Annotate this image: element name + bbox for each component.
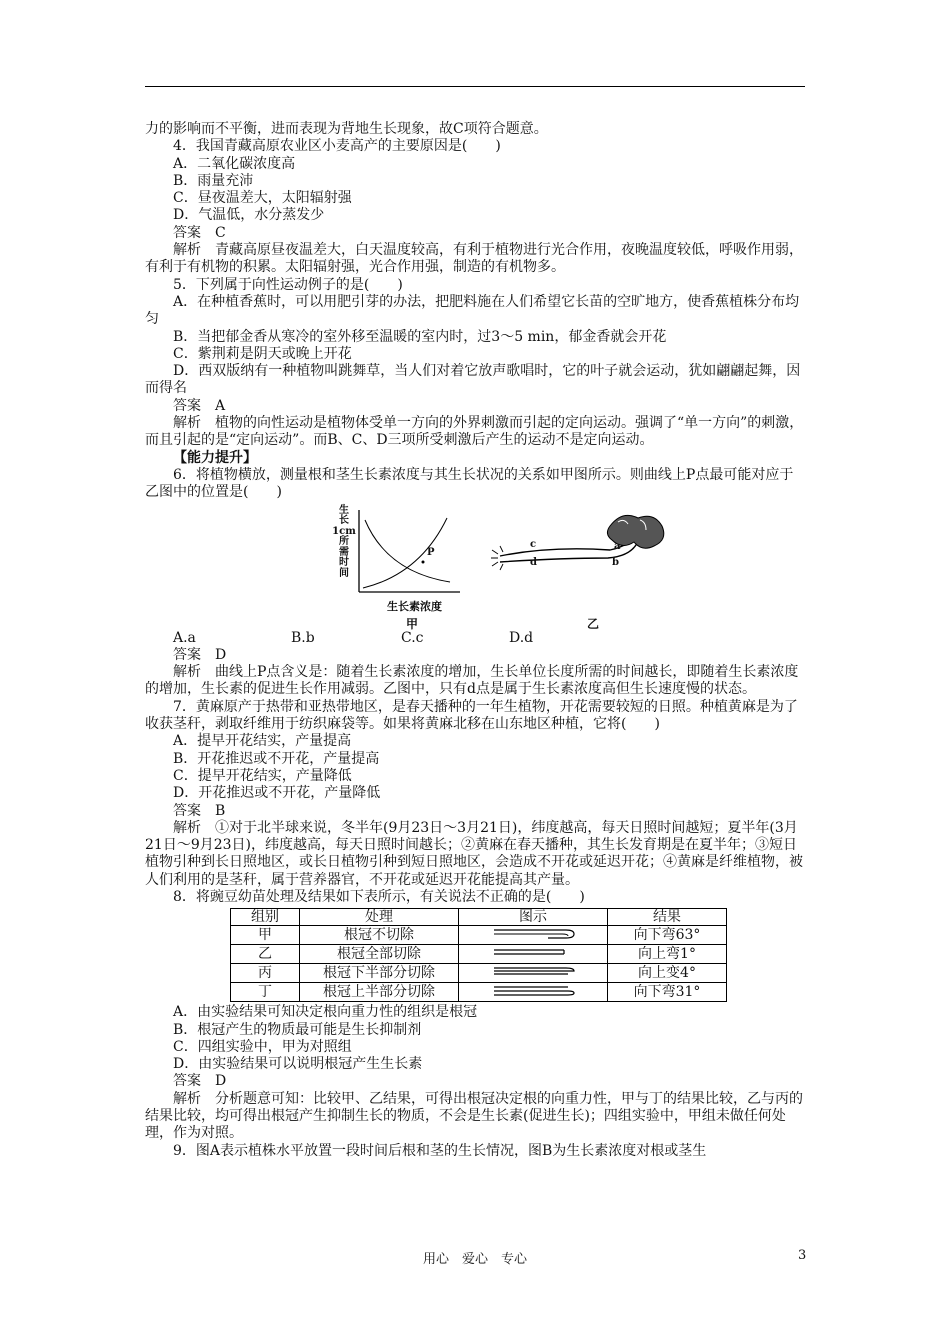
table-row [231, 983, 727, 1002]
table-row [231, 964, 727, 983]
option: A．在种植香蕉时，可以用肥引芽的办法，把肥料施在人们希望它长苗的空旷地方，使香蕉植株分布均匀 [145, 293, 800, 328]
root-diagram-cell [459, 926, 608, 945]
option: B.b [291, 629, 315, 646]
answer: 答案 A [173, 397, 226, 414]
table-row [231, 945, 727, 964]
option: C．紫荆莉是阴天或晚上开花 [173, 345, 352, 362]
ylabel-char: 需 [339, 546, 349, 558]
ylabel-char: 所 [339, 536, 349, 548]
option: C．四组实验中，甲为对照组 [173, 1038, 352, 1055]
label-b: b [612, 556, 619, 568]
figure-yi [490, 508, 670, 630]
point-p-label: P [427, 546, 435, 558]
y-axis-label [332, 506, 356, 580]
header-rule [145, 86, 805, 87]
option: A．由实验结果可知决定根向重力性的组织是根冠 [173, 1004, 478, 1021]
table-header: 图示 [459, 909, 608, 926]
explanation: 解析 ①对于北半球来说，冬半年(9月23日～3月21日)，纬度越高，每天日照时间越短；夏半年(3月21日～9月23日)，纬度越高，每天日照时间越长；②黄麻在春天播种，其生长发育期是在夏半年；③短日植物引种到长日照地区，或长日植物引种到短日照地区，会造成不开花或延迟开花；④黄麻是纤维植物，被人们利用的是茎秆，属于营养器官，不开花或延迟开花能提高其产量。 [145, 819, 803, 888]
option: B．开花推迟或不开花，产量提高 [173, 750, 380, 767]
table-cell: 根冠下半部分切除 [300, 964, 459, 983]
section-heading: 【能力提升】 [173, 449, 257, 466]
root-diagram [488, 926, 578, 940]
page-number: 3 [798, 1248, 807, 1263]
table-cell: 根冠全部切除 [300, 945, 459, 964]
ylabel-char: 生 [339, 504, 349, 516]
table-header: 组别 [231, 909, 300, 926]
root-diagram [488, 964, 578, 978]
table-cell: 根冠上半部分切除 [300, 983, 459, 1002]
question-6: 6．将植物横放，测量根和茎生长素浓度与其生长状况的关系如甲图所示。则曲线上P点最可能对应于乙图中的位置是( ) [145, 466, 794, 501]
option: B．当把郁金香从寒冷的室外移至温暖的室内时，过3～5 min，郁金香就会开花 [173, 328, 667, 345]
option: A.a [173, 629, 196, 646]
ylabel-char: 间 [339, 567, 349, 579]
explanation: 解析 曲线上P点含义是：随着生长素浓度的增加，生长单位长度所需的时间越长，即随着生长素浓度的增加，生长素的促进生长作用减弱。乙图中，只有d点是属于生长素浓度高但生长速度慢的状态。 [145, 664, 799, 698]
option: D.d [509, 629, 534, 646]
option: C．昼夜温差大，太阳辐射强 [173, 190, 352, 207]
option: D．气温低，水分蒸发少 [173, 207, 325, 224]
x-axis-label: 生长素浓度 [387, 599, 442, 613]
table-cell: 甲 [231, 926, 300, 945]
answer: 答案 D [173, 1073, 227, 1090]
footer-motto: 用心 爱心 专心 [422, 1252, 527, 1267]
option: C．提早开花结实，产量降低 [173, 767, 352, 784]
question-9: 9．图A表示植株水平放置一段时间后根和茎的生长情况，图B为生长素浓度对根或茎生 [173, 1142, 707, 1159]
q6-options [145, 630, 805, 647]
figure-row [145, 502, 805, 630]
root-diagram-cell [459, 945, 608, 964]
option: D．开花推迟或不开花，产量降低 [173, 785, 381, 802]
explanation: 解析 青藏高原昼夜温差大，白天温度较高，有利于植物进行光合作用，夜晚温度较低，呼吸作用弱，有利于有机物的积累。太阳辐射强，光合作用强，制造的有机物多。 [145, 242, 803, 276]
table-row [231, 926, 727, 945]
question-4: 4．我国青藏高原农业区小麦高产的主要原因是( ) [173, 138, 501, 155]
table-header: 结果 [608, 909, 727, 926]
option: A．二氧化碳浓度高 [173, 155, 296, 172]
option: C.c [401, 629, 424, 646]
root-diagram [488, 945, 578, 959]
table-cell: 丁 [231, 983, 300, 1002]
explanation: 解析 分析题意可知：比较甲、乙结果，可得出根冠决定根的向重力性，甲与丁的结果比较，乙与丙的结果比较，均可得出根冠产生抑制生长的物质，不会是生长素(促进生长)；四组实验中，甲组未做任何处理，作为对照。 [145, 1090, 803, 1142]
root-diagram-cell [459, 983, 608, 1002]
root-diagram [488, 983, 578, 997]
table-cell: 向下弯31° [608, 983, 727, 1002]
table-header-row [231, 909, 727, 926]
answer: 答案 C [173, 224, 226, 241]
ylabel-char: 1cm [332, 525, 356, 537]
caption-jia: 甲 [406, 616, 419, 631]
table-header: 处理 [300, 909, 459, 926]
option: D．西双版纳有一种植物叫跳舞草，当人们对着它放声歌唱时，它的叶子就会运动，犹如翩翩起舞，因而得名 [145, 363, 801, 397]
table-cell: 乙 [231, 945, 300, 964]
option: A．提早开花结实，产量提高 [173, 733, 352, 750]
caption-yi: 乙 [587, 616, 600, 631]
table-cell: 向下弯63° [608, 926, 727, 945]
label-a: a [614, 540, 621, 552]
answer: 答案 B [173, 802, 226, 819]
ylabel-char: 长 [339, 515, 349, 527]
question-7: 7．黄麻原产于热带和亚热带地区，是春天播种的一年生植物，开花需要较短的日照。种植黄麻是为了收获茎秆，剥取纤维用于纺织麻袋等。如果将黄麻北移在山东地区种植，它将( ) [145, 698, 798, 733]
answer: 答案 D [173, 646, 227, 663]
decreasing-curve [365, 520, 450, 582]
table-cell: 丙 [231, 964, 300, 983]
label-d: d [530, 556, 537, 568]
ylabel-char: 时 [339, 557, 349, 569]
table-cell: 根冠不切除 [300, 926, 459, 945]
experiment-table [230, 908, 727, 1002]
text-line: 力的影响而不平衡，进而表现为背地生长现象，故C项符合题意。 [145, 121, 548, 137]
root-hairs [491, 546, 503, 570]
question-5: 5．下列属于向性运动例子的是( ) [173, 276, 403, 293]
seedling-drawing [490, 508, 670, 630]
option: D．由实验结果可以说明根冠产生生长素 [173, 1056, 423, 1073]
table-cell: 向上弯1° [608, 945, 727, 964]
explanation: 解析 植物的向性运动是植物体受单一方向的外界刺激而引起的定向运动。强调了“单一方向”的刺激，而且引起的是“定向运动”。而B、C、D三项所受刺激后产生的运动不是定向运动。 [145, 415, 804, 449]
table-cell: 向上变4° [608, 964, 727, 983]
page-content [145, 121, 805, 1160]
label-c: c [530, 538, 537, 550]
option: B．雨量充沛 [173, 172, 254, 189]
option: B．根冠产生的物质最可能是生长抑制剂 [173, 1021, 422, 1038]
root-diagram-cell [459, 964, 608, 983]
question-8: 8．将豌豆幼苗处理及结果如下表所示，有关说法不正确的是( ) [173, 888, 585, 905]
point-p-dot [422, 560, 425, 563]
